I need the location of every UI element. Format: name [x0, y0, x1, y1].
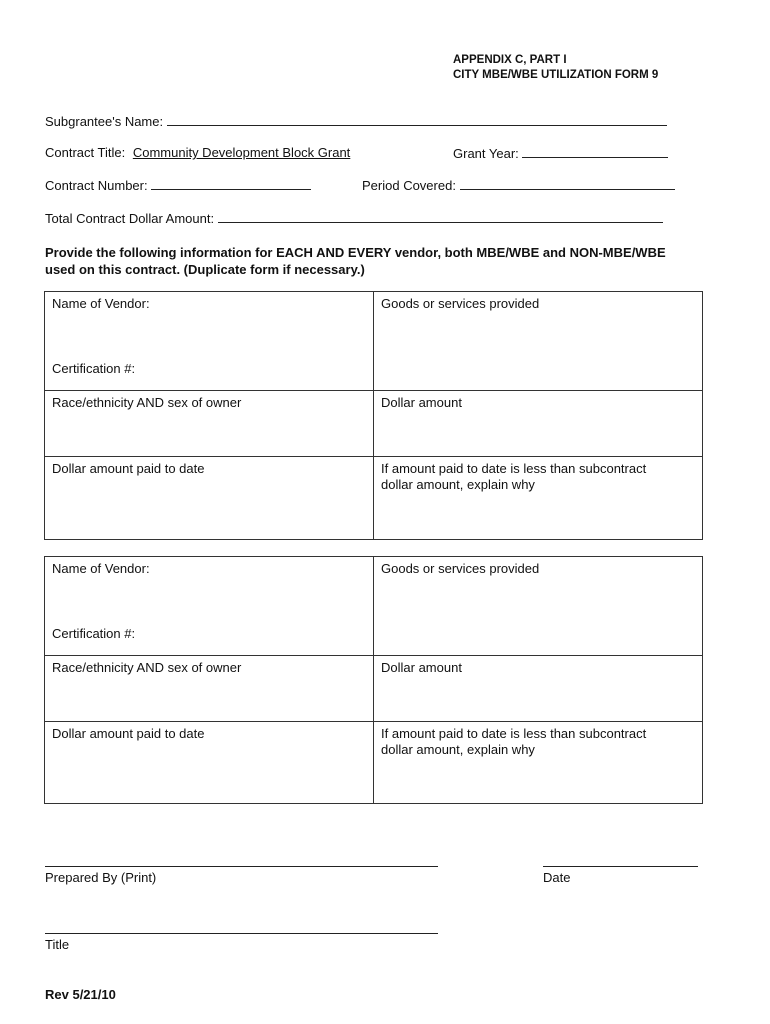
period-covered-field[interactable]: [460, 177, 675, 190]
total-amount-row: [45, 210, 663, 226]
goods-services-label: Goods or services provided: [381, 561, 540, 576]
race-ethnicity-label: Race/ethnicity AND sex of owner: [52, 660, 242, 675]
name-of-vendor-cell[interactable]: [45, 557, 374, 656]
instructions-line-2: used on this contract. (Duplicate form if necessary.): [45, 262, 365, 277]
prepared-by-line[interactable]: [45, 866, 438, 867]
date-label: Date: [543, 870, 571, 885]
explain-label-line-2: dollar amount, explain why: [381, 477, 535, 492]
dollar-amount-cell[interactable]: [374, 656, 703, 722]
revision-note: Rev 5/21/10: [45, 987, 116, 1002]
vendor-row-owner: [45, 656, 703, 722]
race-ethnicity-label: Race/ethnicity AND sex of owner: [52, 395, 242, 410]
subgrantee-row: [45, 113, 667, 129]
vendor-row-paid: [45, 722, 703, 804]
contract-number-field[interactable]: [151, 177, 311, 190]
title-line[interactable]: [45, 933, 438, 934]
contract-title-label: Contract Title:: [45, 145, 126, 160]
title-label: Title: [45, 937, 70, 952]
contract-title-row: [45, 145, 350, 160]
paid-to-date-cell[interactable]: [45, 457, 374, 540]
form-header: [453, 53, 658, 83]
grant-year-field[interactable]: [522, 145, 668, 158]
instructions-line-1: Provide the following information for EACH AND EVERY vendor, both MBE/WBE and NON-MBE/WBE: [45, 245, 666, 260]
explain-label-line-1: If amount paid to date is less than subcontract: [381, 726, 647, 741]
subgrantee-label: Subgrantee's Name:: [45, 114, 164, 129]
vendor-table-2: [44, 556, 703, 804]
contract-number-row: [45, 177, 311, 193]
grant-year-row: [453, 145, 668, 161]
race-ethnicity-cell[interactable]: [45, 656, 374, 722]
contract-title-value[interactable]: Community Development Block Grant: [132, 145, 351, 160]
certification-label: Certification #:: [52, 361, 136, 376]
instructions: [45, 244, 745, 278]
explain-label-line-2: dollar amount, explain why: [381, 742, 535, 757]
paid-to-date-cell[interactable]: [45, 722, 374, 804]
vendor-row-name: [45, 557, 703, 656]
name-of-vendor-cell[interactable]: [45, 292, 374, 391]
period-covered-row: [362, 177, 675, 193]
total-amount-label: Total Contract Dollar Amount:: [45, 211, 215, 226]
explain-cell[interactable]: [374, 457, 703, 540]
goods-services-label: Goods or services provided: [381, 296, 540, 311]
dollar-amount-label: Dollar amount: [381, 660, 462, 675]
name-of-vendor-label: Name of Vendor:: [52, 561, 150, 576]
date-line[interactable]: [543, 866, 698, 867]
dollar-amount-cell[interactable]: [374, 391, 703, 457]
name-of-vendor-label: Name of Vendor:: [52, 296, 150, 311]
period-covered-label: Period Covered:: [362, 178, 456, 193]
total-amount-field[interactable]: [218, 210, 663, 223]
goods-services-cell[interactable]: [374, 292, 703, 391]
appendix-title: APPENDIX C, PART I: [453, 54, 567, 66]
vendor-row-paid: [45, 457, 703, 540]
form-title: CITY MBE/WBE UTILIZATION FORM 9: [453, 69, 659, 81]
certification-label: Certification #:: [52, 626, 136, 641]
explain-cell[interactable]: [374, 722, 703, 804]
dollar-amount-label: Dollar amount: [381, 395, 462, 410]
vendor-row-name: [45, 292, 703, 391]
paid-to-date-label: Dollar amount paid to date: [52, 726, 205, 741]
race-ethnicity-cell[interactable]: [45, 391, 374, 457]
vendor-table-1: [44, 291, 703, 540]
goods-services-cell[interactable]: [374, 557, 703, 656]
explain-label-line-1: If amount paid to date is less than subcontract: [381, 461, 647, 476]
subgrantee-name-field[interactable]: [167, 113, 667, 126]
paid-to-date-label: Dollar amount paid to date: [52, 461, 205, 476]
grant-year-label: Grant Year:: [453, 146, 519, 161]
prepared-by-label: Prepared By (Print): [45, 870, 157, 885]
contract-number-label: Contract Number:: [45, 178, 148, 193]
vendor-row-owner: [45, 391, 703, 457]
